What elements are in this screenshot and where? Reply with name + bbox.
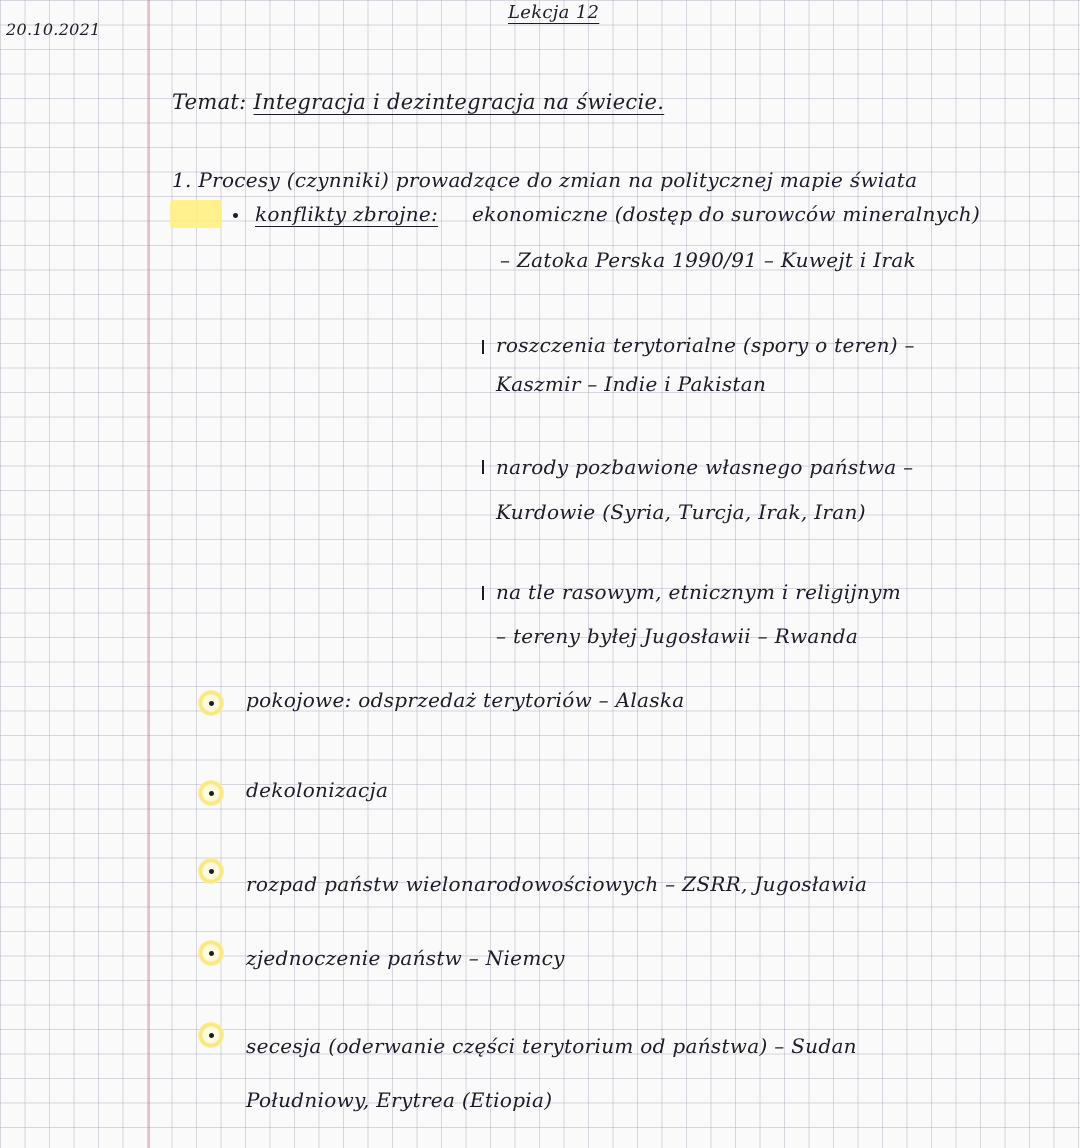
date: 20.10.2021 [6, 20, 101, 39]
yugoslavia-rwanda-example: – tereny byłej Jugosławii – Rwanda [496, 624, 859, 648]
peaceful-changes: pokojowe: odsprzedaż terytoriów – Alaska [246, 688, 685, 712]
colon-mark [482, 340, 484, 354]
topic-line [172, 90, 664, 114]
decolonization: dekolonizacja [246, 778, 389, 802]
secession-line-1: secesja (oderwanie części terytorium od państwa) – Sudan [246, 1034, 857, 1058]
unification-of-states: zjednoczenie państw – Niemcy [246, 946, 565, 970]
colon-mark [482, 460, 484, 474]
bullet-dot [209, 791, 214, 796]
armed-conflicts-label: konflikty zbrojne: [255, 202, 439, 226]
bullet-dot [209, 951, 214, 956]
persian-gulf-example: – Zatoka Perska 1990/91 – Kuwejt i Irak [500, 248, 916, 272]
bullet-dot [209, 701, 214, 706]
topic-prefix: Temat: [172, 90, 247, 114]
stateless-nations: narody pozbawione własnego państwa – [496, 455, 914, 479]
multinational-states-breakup: rozpad państw wielonarodowościowych – ZSRR, Jugosławia [246, 872, 868, 896]
kurds-example: Kurdowie (Syria, Turcja, Irak, Iran) [496, 500, 866, 524]
colon-mark [482, 586, 484, 600]
topic-text: Integracja i dezintegracja na świecie. [253, 90, 665, 114]
lesson-number: Lekcja 12 [508, 2, 600, 23]
bullet-dot [209, 1033, 214, 1038]
territorial-claims: roszczenia terytorialne (spory o teren) – [496, 333, 915, 357]
racial-ethnic-religious: na tle rasowym, etnicznym i religijnym [496, 580, 901, 604]
bullet-dot [209, 869, 214, 874]
bullet-dot [233, 213, 238, 218]
page-margin-line [148, 0, 150, 1148]
secession-line-2: Południowy, Erytrea (Etiopia) [246, 1088, 553, 1112]
economic-conflicts: ekonomiczne (dostęp do surowców mineralnych) [472, 202, 981, 226]
section-heading: 1. Procesy (czynniki) prowadzące do zmian na politycznej mapie świata [172, 168, 918, 192]
highlight-mark [170, 200, 222, 228]
kashmir-example: Kaszmir – Indie i Pakistan [496, 372, 767, 396]
